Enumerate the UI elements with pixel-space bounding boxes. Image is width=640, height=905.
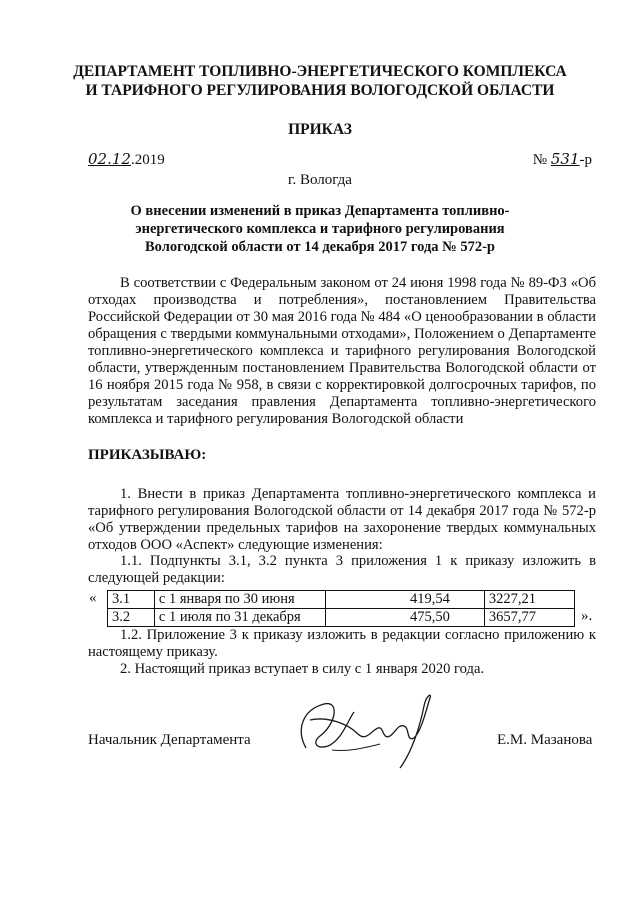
row-period: с 1 июля по 31 декабря xyxy=(154,609,325,627)
handwritten-number: 531 xyxy=(550,150,580,168)
department-header xyxy=(70,62,570,100)
row-period: с 1 января по 30 июня xyxy=(154,591,325,609)
row-value-2: 3227,21 xyxy=(484,591,574,609)
order-title: ПРИКАЗ xyxy=(288,121,352,138)
table-row xyxy=(108,591,575,609)
tariff-table xyxy=(107,590,575,627)
order-number xyxy=(533,150,592,169)
signatory-role: Начальник Департамента xyxy=(88,732,251,748)
quote-open: « xyxy=(89,590,97,606)
header-line-1: ДЕПАРТАМЕНТ ТОПЛИВНО-ЭНЕРГЕТИЧЕСКОГО КОМПЛЕКСА xyxy=(73,63,567,80)
quote-close: ». xyxy=(581,608,593,624)
item-1-paragraph: 1. Внести в приказ Департамента топливно-энергетического комплекса и тарифного регулирования Вологодской области от 14 декабря 2017 года № 572-р «Об утверждении предельных тарифов на захоронение твердых коммунальных отходов ООО «Аспект» следующие изменения: xyxy=(88,486,596,553)
item-2-paragraph: 2. Настоящий приказ вступает в силу с 1 января 2020 года. xyxy=(120,661,485,677)
item-1-1-paragraph: 1.1. Подпункты 3.1, 3.2 пункта 3 приложения 1 к приказу изложить в следующей редакции: xyxy=(88,553,596,586)
handwritten-date: 02.12 xyxy=(88,150,131,168)
orders-word: ПРИКАЗЫВАЮ: xyxy=(88,447,207,463)
date-year: .2019 xyxy=(130,152,165,168)
item-1-2-paragraph: 1.2. Приложение 3 к приказу изложить в редакции согласно приложению к настоящему приказу. xyxy=(88,627,596,660)
row-code: 3.1 xyxy=(108,591,155,609)
preamble-paragraph: В соответствии с Федеральным законом от 24 июня 1998 года № 89-ФЗ «Об отходах производства и потребления», постановлением Правительства Российской Федерации от 30 мая 2016 года № 484 «О ценообразовании в области обращения с твердыми коммунальными отходами», Положением о Департаменте топливно-энергетического комплекса и тарифного регулирования Вологодской области, утвержденным постановлением Правительства Вологодской области от 16 ноября 2015 года № 958, в связи с корректировкой долгосрочных тарифов, по результатам заседания правления Департамента топливно-энергетического комплекса и тарифного регулирования Вологодской области xyxy=(88,275,596,427)
table-row xyxy=(108,609,575,627)
handwritten-signature xyxy=(288,690,448,776)
order-date xyxy=(88,150,165,169)
number-suffix: -р xyxy=(579,152,592,168)
order-subject: О внесении изменений в приказ Департамента топливно-энергетического комплекса и тарифного регулирования Вологодской области от 14 декабря 2017 года № 572-р xyxy=(130,203,510,255)
header-line-2: И ТАРИФНОГО РЕГУЛИРОВАНИЯ ВОЛОГОДСКОЙ ОБЛАСТИ xyxy=(85,82,555,99)
row-value-2: 3657,77 xyxy=(484,609,574,627)
row-value-1: 419,54 xyxy=(326,591,485,609)
city: г. Вологда xyxy=(288,172,352,188)
row-code: 3.2 xyxy=(108,609,155,627)
number-prefix: № xyxy=(532,152,551,168)
signatory-name: Е.М. Мазанова xyxy=(497,732,593,748)
row-value-1: 475,50 xyxy=(326,609,485,627)
